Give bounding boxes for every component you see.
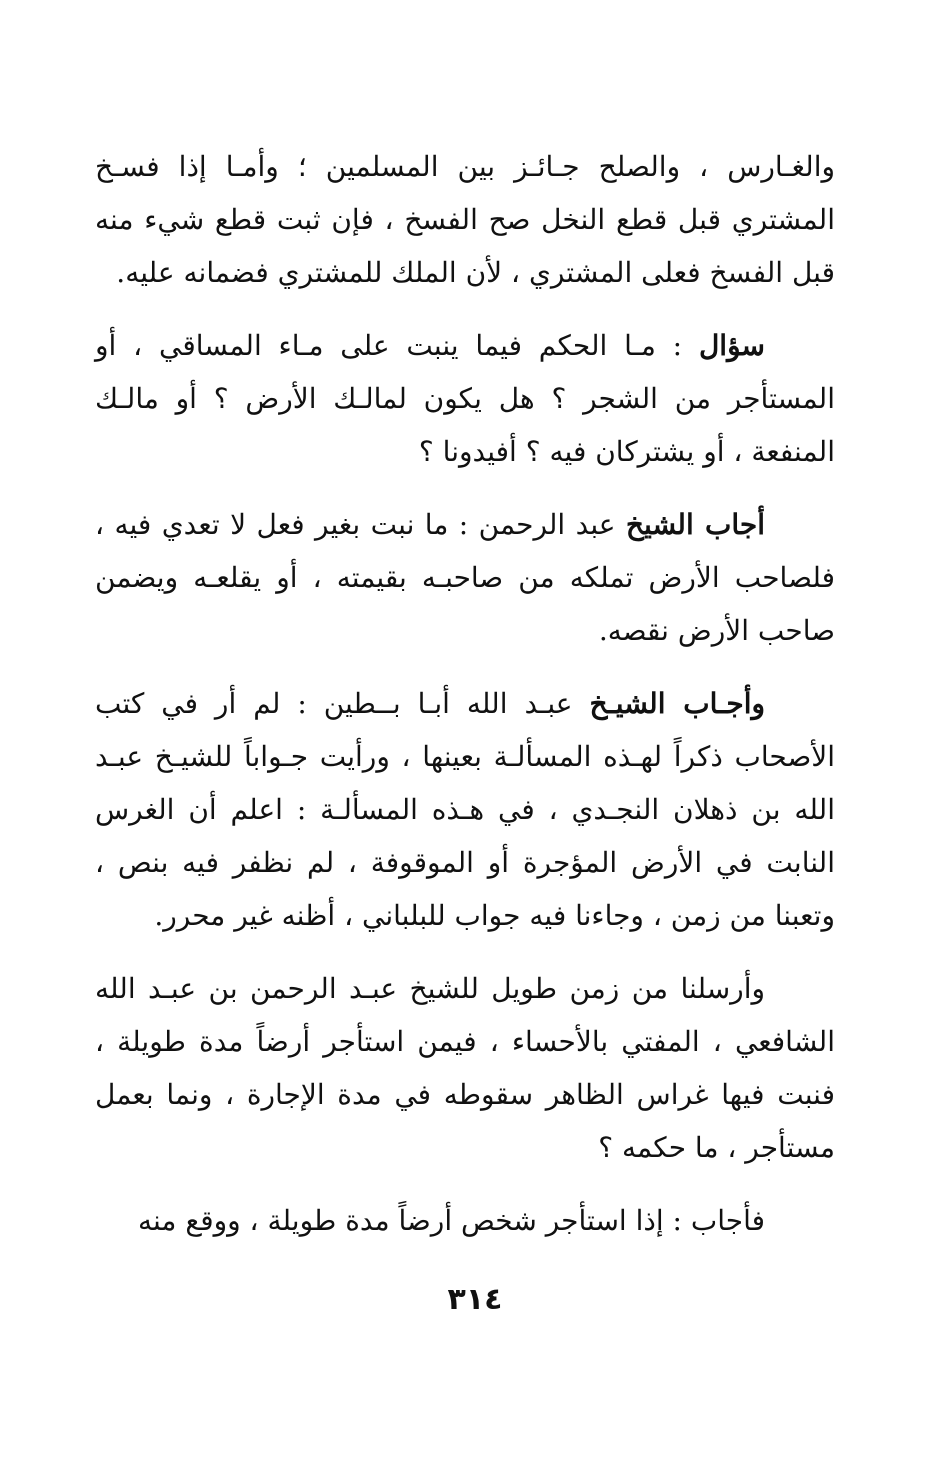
paragraph-1-text: والغـارس ، والصلح جـائـز بين المسلمين ؛ وأمـا إذا فسـخ المشتري قبل قطع النخل صح الفسخ ، فإن ثبت قطع شيء منه قبل الفسخ فعلى المشتري ، لأن الملك للمشتري فضمانه عليه. [95,150,835,289]
paragraph-gap [95,657,835,677]
paragraph-1 [95,140,835,299]
paragraph-gap [95,942,835,962]
question-lead: سؤال [698,329,766,362]
paragraph-gap [95,299,835,319]
paragraph-6-text: فأجاب : إذا استأجر شخص أرضاً مدة طويلة ، ووقع منه [137,1204,765,1237]
paragraph-4-text: عبـد الله أبـا بــطين : لم أر في كتب الأصحاب ذكراً لهـذه المسألـة بعينها ، ورأيت جـواباً للشيـخ عبـد الله بن ذهلان النجـدي ، في هـذه المسألـة : اعلم أن الغرس النابت في الأرض المؤجرة أو الموقوفة ، لم نظفر فيه بنص ، وتعبنا من زمن ، وجاءنا فيه جواب للبلباني ، أظنه غير محرر. [95,687,835,932]
page-number: ٣١٤ [447,1282,503,1317]
paragraph-3 [95,498,835,657]
paragraph-2-text: : مـا الحكم فيما ينبت على مـاء المساقي ، أو المستأجر من الشجر ؟ هل يكون لمالـك الأرض ؟ أو مالـك المنفعة ، أو يشتركان فيه ؟ أفيدونا ؟ [95,329,835,468]
paragraph-5 [95,962,835,1174]
paragraph-5-text: وأرسلنا من زمن طويل للشيخ عبـد الرحمن بن عبـد الله الشافعي ، المفتي بالأحساء ، فيمن استأجر أرضاً مدة طويلة ، فنبت فيها غراس الظاهر سقوطه في مدة الإجارة ، ونما بعمل مستأجر ، ما حكمه ؟ [95,972,835,1164]
paragraph-gap [95,1174,835,1194]
paragraph-4 [95,677,835,942]
page-body [95,140,835,1247]
paragraph-3-text: عبد الرحمن : ما نبت بغير فعل لا تعدي فيه ، فلصاحب الأرض تملكه من صاحبـه بقيمته ، أو يقلعـه ويضمن صاحب الأرض نقصه. [95,508,836,647]
answer-lead-2: وأجـاب الشيـخ [589,687,765,720]
paragraph-2 [95,319,835,478]
paragraph-gap [95,478,835,498]
answer-lead: أجاب الشيخ [625,508,765,541]
paragraph-6 [95,1194,835,1247]
